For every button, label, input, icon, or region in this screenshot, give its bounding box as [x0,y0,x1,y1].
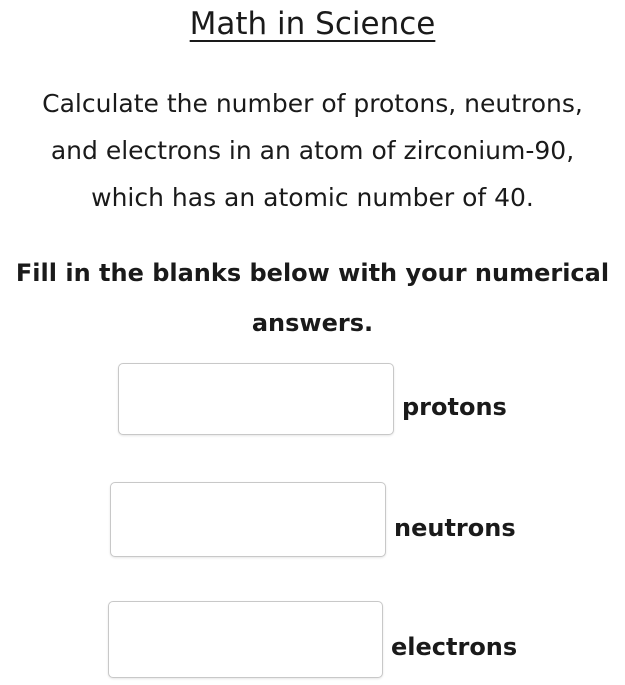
instructions-line-1: Fill in the blanks below with your numerical [15,259,610,287]
protons-input[interactable] [118,363,394,435]
page-title [0,4,625,44]
protons-answer-row [118,363,518,439]
question-line-3: which has an atomic number of 40. [91,183,534,212]
electrons-label: electrons [391,633,518,661]
neutrons-label: neutrons [394,514,516,542]
instructions-text [0,248,625,348]
neutrons-answer-row [110,482,530,558]
question-line-2: and electrons in an atom of zirconium-90, [50,136,575,165]
electrons-answer-row [108,601,538,677]
protons-label: protons [402,393,507,421]
electrons-input[interactable] [108,601,383,678]
neutrons-input[interactable] [110,482,386,557]
question-text [0,80,625,221]
page-title-text: Math in Science [189,6,436,42]
question-line-1: Calculate the number of protons, neutrons, [42,89,583,118]
instructions-line-2: answers. [251,309,374,337]
